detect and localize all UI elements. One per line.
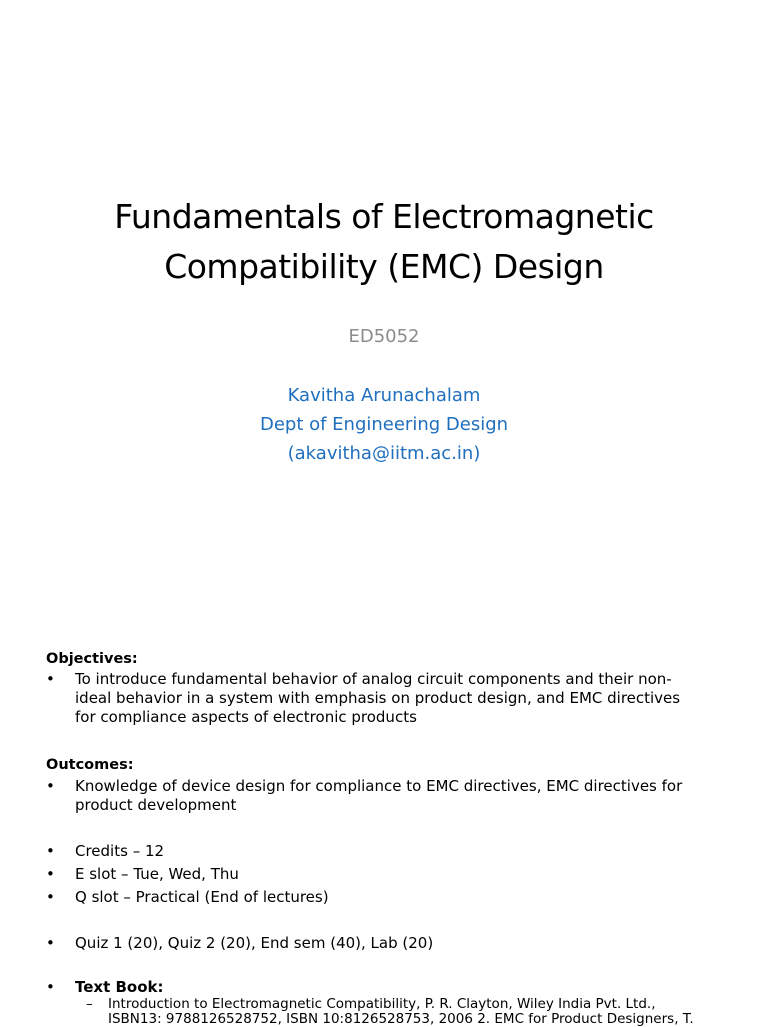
objectives-line-1: To introduce fundamental behavior of analog circuit components and their non- bbox=[75, 670, 672, 688]
textbook-heading: Text Book: bbox=[75, 978, 164, 996]
bullet-icon: • bbox=[46, 670, 55, 688]
outcomes-line-1: Knowledge of device design for compliance to EMC directives, EMC directives for bbox=[75, 777, 683, 795]
evaluation-list bbox=[46, 934, 716, 957]
title-line-1: Fundamentals of Electromagnetic bbox=[114, 197, 654, 236]
author-email: (akavitha@iitm.ac.in) bbox=[287, 443, 481, 464]
textbook-line-2: ISBN13: 9788126528752, ISBN 10:8126528753, 2006 2. EMC for Product Designers, T. bbox=[108, 1011, 694, 1027]
objectives-line-2: ideal behavior in a system with emphasis on product design, and EMC directives bbox=[75, 689, 681, 707]
q-slot-text: Q slot – Practical (End of lectures) bbox=[75, 888, 329, 906]
list-item bbox=[46, 888, 716, 907]
list-item bbox=[46, 670, 716, 727]
list-item bbox=[46, 865, 716, 884]
course-code: ED5052 bbox=[348, 326, 420, 347]
title-line-2: Compatibility (EMC) Design bbox=[164, 247, 604, 286]
author-name: Kavitha Arunachalam bbox=[287, 385, 481, 406]
list-item bbox=[46, 842, 716, 861]
list-item bbox=[46, 978, 716, 997]
author-dept: Dept of Engineering Design bbox=[259, 414, 509, 435]
bullet-icon: • bbox=[46, 934, 55, 952]
objectives-line-3: for compliance aspects of electronic products bbox=[75, 708, 417, 726]
outcomes-line-2: product development bbox=[75, 796, 237, 814]
list-item bbox=[46, 777, 716, 815]
credits-text: Credits – 12 bbox=[75, 842, 165, 860]
dash-icon: – bbox=[86, 996, 93, 1012]
author-block bbox=[0, 381, 768, 468]
textbook-line-1: Introduction to Electromagnetic Compatibility, P. R. Clayton, Wiley India Pvt. Ltd., bbox=[108, 996, 656, 1012]
course-info-slide bbox=[0, 640, 768, 1027]
schedule-list bbox=[46, 842, 716, 911]
evaluation-text: Quiz 1 (20), Quiz 2 (20), End sem (40), Lab (20) bbox=[75, 934, 434, 952]
outcomes-heading: Outcomes: bbox=[46, 757, 134, 773]
objectives-list bbox=[46, 670, 716, 731]
slide-title bbox=[0, 192, 768, 292]
list-item bbox=[46, 934, 716, 953]
bullet-icon: • bbox=[46, 842, 55, 860]
bullet-icon: • bbox=[46, 978, 55, 996]
textbook-entry bbox=[86, 997, 726, 1027]
e-slot-text: E slot – Tue, Wed, Thu bbox=[75, 865, 239, 883]
objectives-heading: Objectives: bbox=[46, 651, 138, 667]
outcomes-list bbox=[46, 777, 716, 819]
bullet-icon: • bbox=[46, 865, 55, 883]
bullet-icon: • bbox=[46, 888, 55, 906]
bullet-icon: • bbox=[46, 777, 55, 795]
